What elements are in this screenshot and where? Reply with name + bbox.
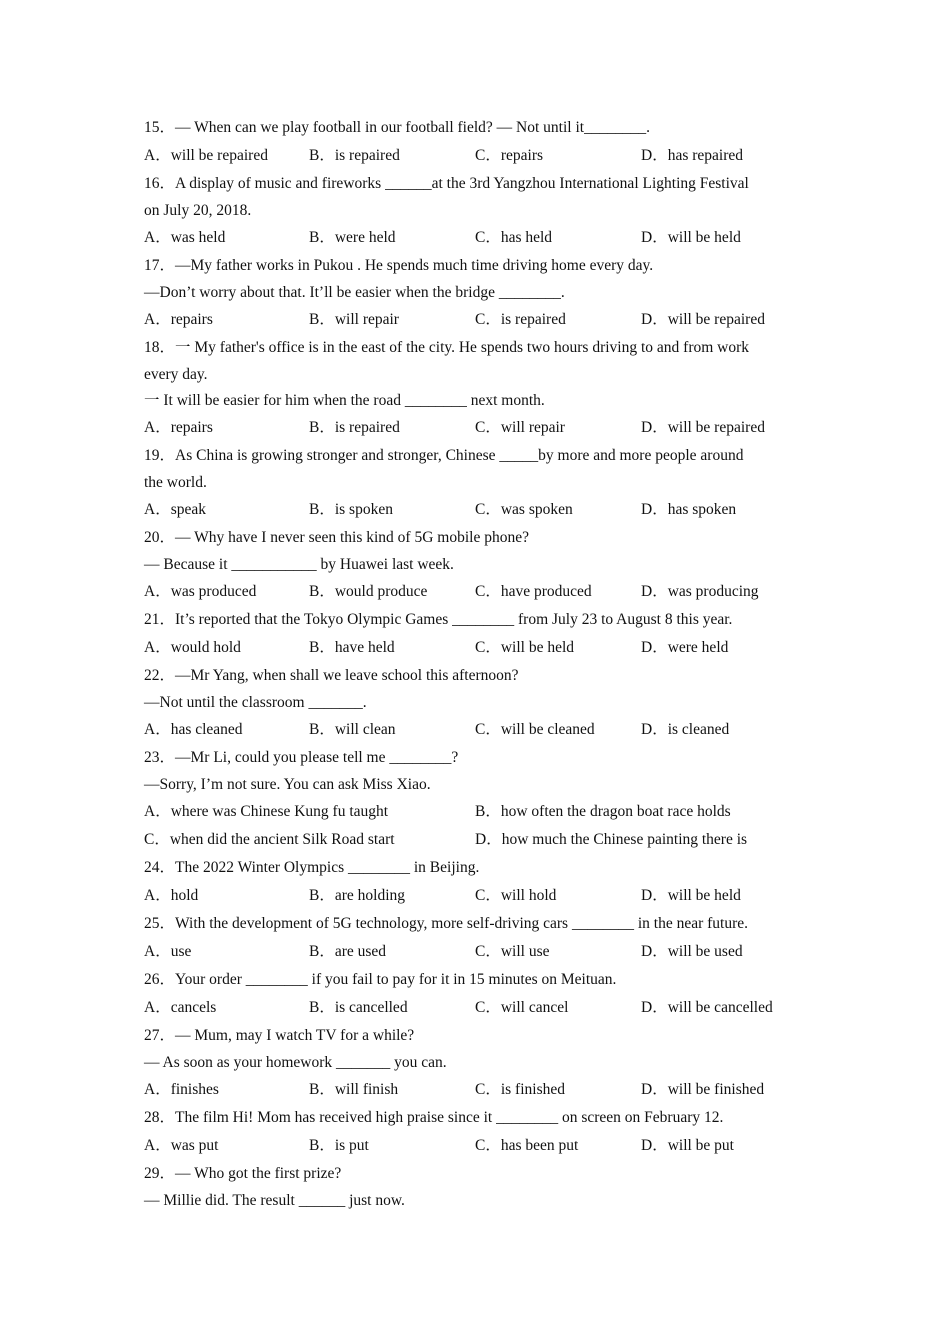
option-d[interactable]: D．will be repaired [641,311,765,328]
option-a[interactable]: A．was held [144,229,226,246]
option-c[interactable]: C．will hold [475,887,557,904]
option-d[interactable]: D．will be repaired [641,419,765,436]
options-row [144,938,804,966]
question-text: 24．The 2022 Winter Olympics ________ in Beijing. [144,859,480,876]
options-row [144,994,804,1022]
question-text: 18．一 My father's office is in the east of the city. He spends two hours driving to and from work [144,339,750,356]
option-c[interactable]: C．has held [475,229,553,246]
question-text: 29．— Who got the first prize? [144,1165,342,1182]
options-row [144,826,804,854]
question-text: — Because it ___________ by Huawei last week. [144,556,454,573]
option-b[interactable]: B．is repaired [309,419,400,436]
question-20 [144,524,804,606]
option-d[interactable]: D．has spoken [641,501,737,518]
options-row [144,578,804,606]
question-18 [144,334,804,442]
option-d[interactable]: D．were held [641,639,729,656]
question-text: every day. [144,366,208,383]
options-row [144,414,804,442]
option-c[interactable]: C．will use [475,943,550,960]
option-a[interactable]: A．use [144,943,192,960]
options-row [144,1132,804,1160]
question-text: 一 It will be easier for him when the road ________ next month. [144,392,545,409]
question-19 [144,442,804,524]
question-text: 21．It’s reported that the Tokyo Olympic Games ________ from July 23 to August 8 this year. [144,611,733,628]
option-a[interactable]: A．would hold [144,639,241,656]
option-b[interactable]: B．were held [309,229,396,246]
question-text: 25．With the development of 5G technology, more self-driving cars ________ in the near future. [144,915,749,932]
option-b[interactable]: B．how often the dragon boat race holds [475,803,731,820]
option-b[interactable]: B．are used [309,943,387,960]
options-row [144,634,804,662]
question-25 [144,910,804,966]
options-row [144,716,804,744]
question-text: 23．—Mr Li, could you please tell me ________? [144,749,459,766]
option-a[interactable]: A．hold [144,887,199,904]
question-text: 20．— Why have I never seen this kind of 5G mobile phone? [144,529,529,546]
question-27 [144,1022,804,1104]
options-row [144,224,804,252]
option-d[interactable]: D．is cleaned [641,721,730,738]
question-text: 27．— Mum, may I watch TV for a while? [144,1027,415,1044]
question-16 [144,170,804,252]
option-c[interactable]: C．will be cleaned [475,721,595,738]
question-28 [144,1104,804,1160]
question-15 [144,114,804,170]
option-b[interactable]: B．will finish [309,1081,399,1098]
option-a[interactable]: A．will be repaired [144,147,268,164]
question-text: 16．A display of music and fireworks ______at the 3rd Yangzhou International Lighting Festival [144,175,749,192]
option-a[interactable]: A．has cleaned [144,721,243,738]
option-c[interactable]: C．when did the ancient Silk Road start [144,831,395,848]
option-b[interactable]: B．will clean [309,721,396,738]
option-d[interactable]: D．has repaired [641,147,743,164]
question-21 [144,606,804,662]
question-text: the world. [144,474,207,491]
option-c[interactable]: C．have produced [475,583,592,600]
option-c[interactable]: C．is finished [475,1081,565,1098]
option-c[interactable]: C．was spoken [475,501,573,518]
option-d[interactable]: D．was producing [641,583,759,600]
question-22 [144,662,804,744]
option-b[interactable]: B．would produce [309,583,428,600]
option-a[interactable]: A．was put [144,1137,219,1154]
option-d[interactable]: D．how much the Chinese painting there is [475,831,748,848]
question-list [144,114,804,1214]
options-row [144,798,804,826]
options-row [144,496,804,524]
question-29 [144,1160,804,1214]
question-24 [144,854,804,910]
option-a[interactable]: A．cancels [144,999,217,1016]
option-a[interactable]: A．finishes [144,1081,219,1098]
question-17 [144,252,804,334]
question-text: 26．Your order ________ if you fail to pay for it in 15 minutes on Meituan. [144,971,617,988]
question-text: 15．— When can we play football in our football field? — Not until it________. [144,119,650,136]
options-row [144,142,804,170]
question-text: 17．—My father works in Pukou . He spends much time driving home every day. [144,257,654,274]
option-d[interactable]: D．will be used [641,943,743,960]
option-a[interactable]: A．repairs [144,419,213,436]
option-d[interactable]: D．will be cancelled [641,999,773,1016]
option-c[interactable]: C．has been put [475,1137,579,1154]
option-a[interactable]: A．was produced [144,583,257,600]
option-b[interactable]: B．is put [309,1137,369,1154]
question-text: —Not until the classroom _______. [144,694,367,711]
question-text: 22．—Mr Yang, when shall we leave school this afternoon? [144,667,519,684]
option-b[interactable]: B．is spoken [309,501,393,518]
option-b[interactable]: B．are holding [309,887,405,904]
option-c[interactable]: C．will be held [475,639,575,656]
option-d[interactable]: D．will be held [641,887,741,904]
option-c[interactable]: C．will cancel [475,999,569,1016]
question-text: 28．The film Hi! Mom has received high praise since it ________ on screen on February 12. [144,1109,724,1126]
options-row [144,882,804,910]
option-b[interactable]: B．is cancelled [309,999,408,1016]
option-a[interactable]: A．where was Chinese Kung fu taught [144,803,389,820]
question-26 [144,966,804,1022]
options-row [144,306,804,334]
question-text: 19．As China is growing stronger and stronger, Chinese _____by more and more people around [144,447,744,464]
question-text: — As soon as your homework _______ you can. [144,1054,447,1071]
option-d[interactable]: D．will be held [641,229,741,246]
question-text: — Millie did. The result ______ just now. [144,1192,405,1209]
option-b[interactable]: B．will repair [309,311,399,328]
question-23 [144,744,804,854]
option-d[interactable]: D．will be finished [641,1081,765,1098]
option-a[interactable]: A．speak [144,501,206,518]
option-b[interactable]: B．have held [309,639,395,656]
question-text: —Sorry, I’m not sure. You can ask Miss Xiao. [144,776,431,793]
question-text: on July 20, 2018. [144,202,252,219]
options-row [144,1076,804,1104]
option-d[interactable]: D．will be put [641,1137,734,1154]
option-c[interactable]: C．repairs [475,147,544,164]
option-c[interactable]: C．is repaired [475,311,566,328]
question-text: —Don’t worry about that. It’ll be easier when the bridge ________. [144,284,565,301]
option-a[interactable]: A．repairs [144,311,213,328]
option-b[interactable]: B．is repaired [309,147,400,164]
option-c[interactable]: C．will repair [475,419,565,436]
